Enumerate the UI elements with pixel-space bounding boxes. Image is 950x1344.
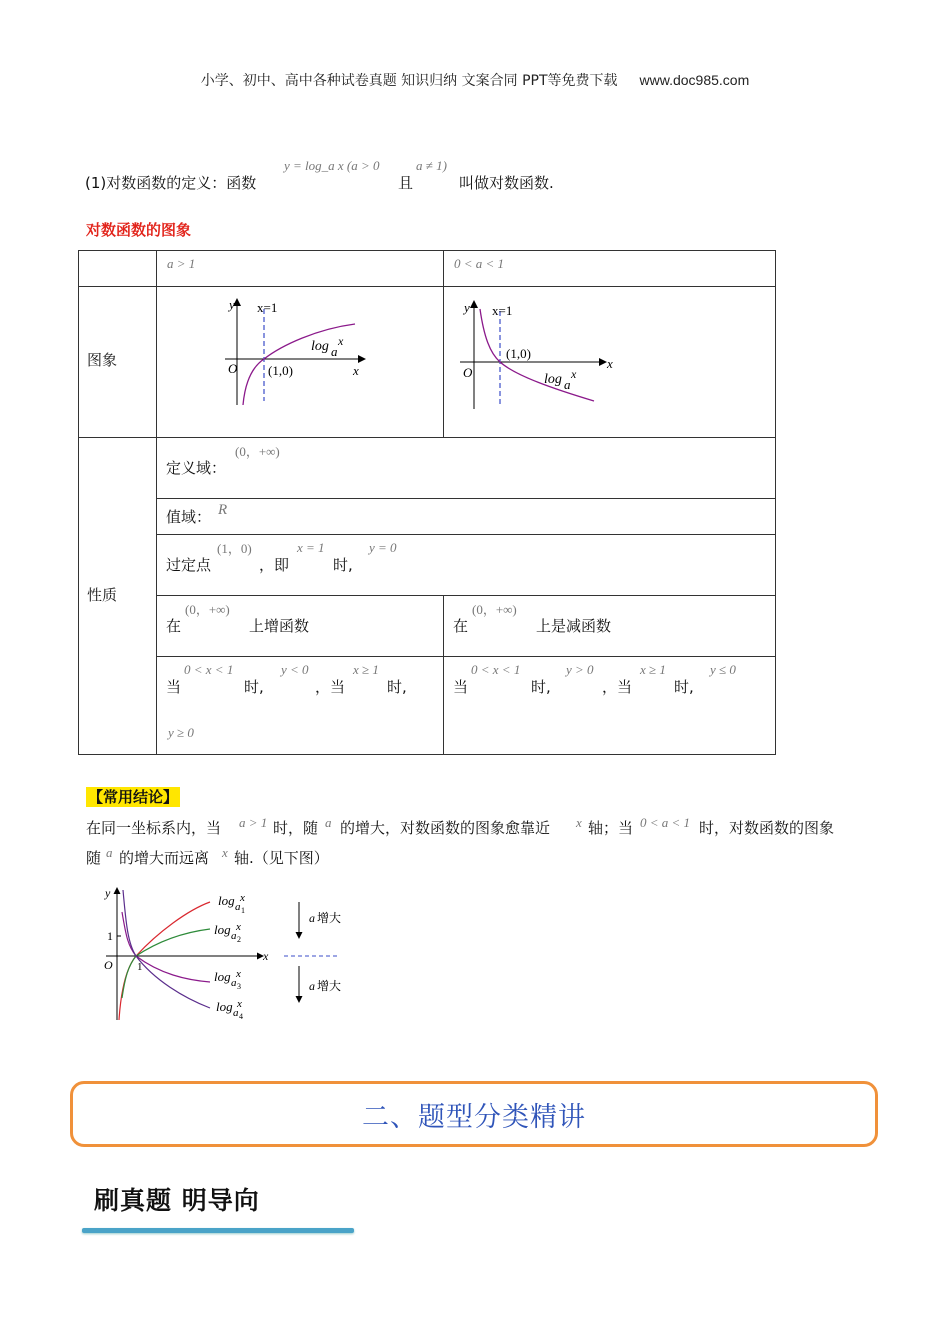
point-label: (1,0)	[506, 346, 531, 361]
inc-interval: (0，+∞)	[185, 602, 230, 617]
left-result-2: y ≥ 0	[168, 725, 194, 740]
origin-label: O	[463, 365, 473, 380]
domain-cell	[157, 438, 776, 499]
range-cell	[157, 499, 776, 535]
range-label: 值域：	[166, 508, 212, 526]
sign-cell-a-gt-1	[157, 657, 444, 755]
svg-text:a: a	[233, 1007, 239, 1019]
fixed-when: 时,	[333, 556, 353, 574]
x-label: x	[607, 356, 613, 371]
svg-text:2: 2	[237, 935, 241, 944]
log-arg: x	[338, 334, 344, 348]
svg-text:a: a	[231, 930, 237, 942]
header-a-lt-1: 0 < a < 1	[444, 251, 776, 287]
left-cond-2: x ≥ 1	[353, 662, 379, 677]
svg-text:x: x	[237, 998, 242, 1010]
right-cond-2: x ≥ 1	[640, 662, 666, 677]
svg-text:log: log	[214, 922, 231, 937]
svg-text:x: x	[236, 968, 241, 980]
label-a3	[214, 968, 241, 991]
y-label: y	[105, 886, 111, 900]
y-label: y	[229, 297, 235, 312]
domain-label: 定义域：	[166, 459, 227, 477]
log-properties-table	[78, 250, 776, 755]
conclusion-tag: 【常用结论】	[88, 788, 179, 806]
definition-formula-b: a ≠ 1)	[416, 158, 447, 173]
conclusion-l1a: 在同一坐标系内，当	[86, 819, 222, 837]
label-a4	[216, 998, 243, 1021]
comma-when-2: ，当	[602, 678, 633, 696]
conclusion-l2m2: x	[222, 845, 228, 860]
log-label: log	[544, 372, 562, 387]
fixed-mid: ，即	[259, 556, 290, 574]
comma-when-1: ，当	[315, 678, 346, 696]
section-title: 刷真题 明导向	[94, 1186, 260, 1215]
graph-a-gt-1	[157, 287, 444, 438]
shi-1: 时,	[244, 678, 264, 696]
section-title-underline	[82, 1228, 354, 1233]
range-value: R	[218, 502, 228, 518]
definition-suffix: 叫做对数函数.	[459, 174, 554, 192]
log-arg: x	[571, 367, 577, 381]
svg-text:1: 1	[241, 906, 245, 915]
conclusion-l2b: 的增大而远离	[119, 849, 210, 867]
right-result-2: y ≤ 0	[710, 662, 736, 677]
graph-section-title: 对数函数的图象	[86, 221, 192, 239]
shi-2: 时,	[387, 678, 407, 696]
log-base: a	[564, 377, 571, 392]
fixed-point-cell	[157, 535, 776, 596]
incr-a-lower: a	[309, 979, 315, 993]
fixed-label: 过定点	[166, 556, 212, 574]
svg-text:log: log	[214, 969, 231, 984]
curve-a2	[122, 929, 210, 998]
right-cond-1: 0 < x < 1	[471, 662, 521, 677]
inc-suffix: 上增函数	[249, 617, 310, 635]
definition-formula: y = log_a x (a > 0	[284, 158, 380, 173]
log-label: log	[311, 339, 329, 354]
incr-a-upper: a	[309, 911, 315, 925]
svg-text:a: a	[235, 901, 241, 913]
log-family-graph	[88, 880, 358, 1028]
conclusion-l2c: 轴.（见下图）	[234, 849, 329, 867]
x-label: x	[353, 363, 359, 378]
origin-label: O	[228, 361, 238, 376]
log-base: a	[331, 344, 338, 359]
conclusion-l1m2: a	[325, 815, 332, 830]
conclusion-l1m1: a > 1	[239, 815, 268, 830]
domain-value: (0，+∞)	[235, 444, 280, 459]
when-2: 当	[453, 678, 469, 696]
conclusion-l2a: 随	[86, 849, 102, 867]
dec-prefix: 在	[453, 617, 469, 635]
conclusion-l1b: 时，随	[273, 819, 319, 837]
svg-text:x: x	[236, 921, 241, 933]
svg-text:log: log	[216, 999, 233, 1014]
one-y-label: 1	[107, 929, 113, 943]
definition-and: 且	[398, 174, 414, 192]
x1-label: x=1	[257, 300, 278, 315]
left-result-1: y < 0	[281, 662, 309, 677]
table-corner-cell	[79, 251, 157, 287]
when-1: 当	[166, 678, 182, 696]
definition-prefix: (1)对数函数的定义：函数	[85, 174, 257, 192]
x1-label: x=1	[492, 303, 513, 318]
page-header	[0, 70, 950, 90]
conclusion-l1d: 轴；当	[588, 819, 634, 837]
y-label: y	[464, 300, 470, 315]
incr-text-upper: 增大	[317, 911, 342, 925]
banner-title: 二、题型分类精讲	[362, 1101, 586, 1133]
inc-prefix: 在	[166, 617, 182, 635]
dec-suffix: 上是减函数	[536, 617, 612, 635]
label-a1	[218, 892, 245, 915]
row-label-props: 性质	[79, 438, 157, 755]
sign-cell-a-lt-1	[444, 657, 776, 755]
one-x-label: 1	[137, 961, 143, 973]
right-result-1: y > 0	[566, 662, 594, 677]
fixed-point: (1，0)	[217, 541, 252, 556]
conclusion-l1c: 的增大，对数函数的图象愈靠近	[340, 819, 551, 837]
svg-text:3: 3	[237, 982, 241, 991]
shi-3: 时,	[531, 678, 551, 696]
header-a-gt-1: a > 1	[157, 251, 444, 287]
svg-text:4: 4	[239, 1012, 243, 1021]
left-cond-1: 0 < x < 1	[184, 662, 234, 677]
svg-text:x: x	[240, 892, 245, 904]
conclusion-l1m4: 0 < a < 1	[640, 815, 691, 830]
x-label: x	[263, 949, 269, 963]
graph-a-lt-1	[444, 287, 776, 438]
fixed-cond: x = 1	[297, 540, 325, 555]
origin-label: O	[104, 958, 113, 972]
decreasing-cell	[444, 596, 776, 657]
header-text: 小学、初中、高中各种试卷真题 知识归纳 文案合同 PPT等免费下载	[200, 73, 618, 89]
svg-text:log: log	[218, 893, 235, 908]
curve-a3	[122, 912, 210, 982]
graph-increasing-log	[157, 287, 443, 437]
increasing-cell	[157, 596, 444, 657]
row-label-graph: 图象	[79, 287, 157, 438]
conclusion-l1m3: x	[576, 815, 582, 830]
conclusion-l2m1: a	[106, 845, 113, 860]
section-banner	[70, 1081, 878, 1147]
log-curve-decreasing	[480, 309, 594, 401]
conclusion-l1e: 时，对数函数的图象	[699, 819, 835, 837]
label-a2	[214, 921, 241, 944]
header-site: www.doc985.com	[639, 72, 750, 88]
dec-interval: (0，+∞)	[472, 602, 517, 617]
graph-decreasing-log	[444, 287, 774, 437]
incr-text-lower: 增大	[317, 979, 342, 993]
fixed-result: y = 0	[369, 540, 397, 555]
shi-4: 时,	[674, 678, 694, 696]
point-label: (1,0)	[268, 363, 293, 378]
svg-text:a: a	[231, 977, 237, 989]
